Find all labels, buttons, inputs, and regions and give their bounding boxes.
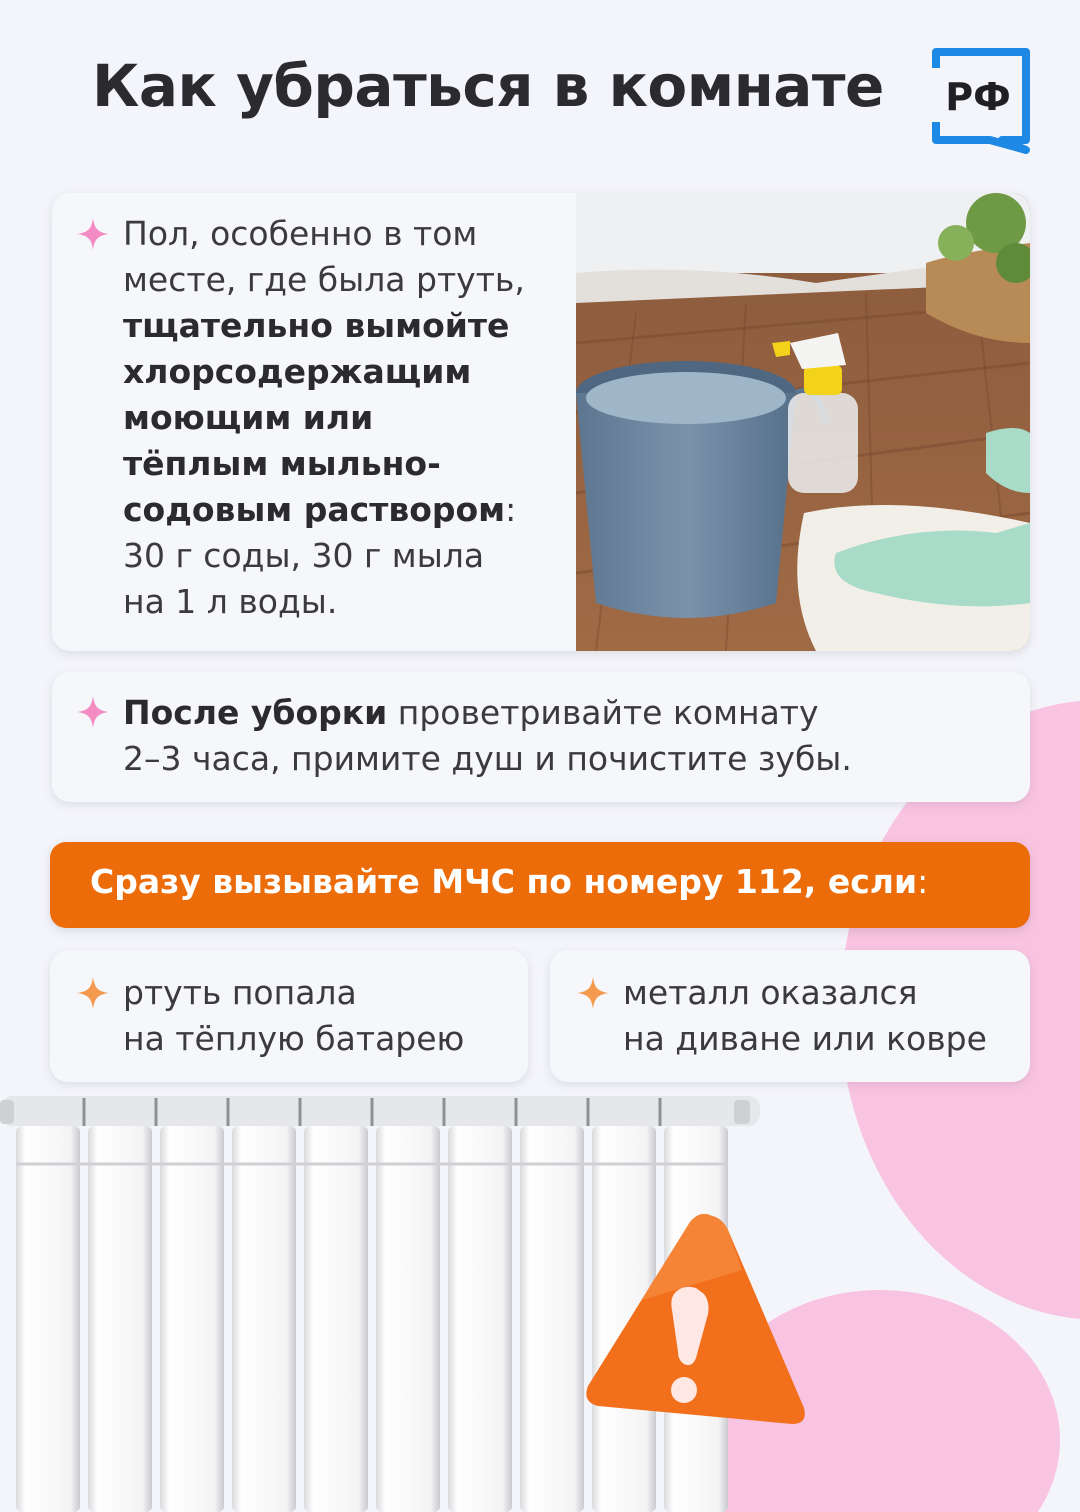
text-line: месте, где была ртуть, [123, 260, 525, 299]
sparkle-icon [76, 976, 110, 1010]
after-cleaning-text [123, 690, 1013, 782]
after-cleaning-card [52, 672, 1030, 802]
text-punct: : [505, 490, 517, 529]
floor-cleaning-text [123, 211, 573, 625]
text-line: 2–3 часа, примите душ и почистите зубы. [123, 739, 852, 778]
sparkle-icon [576, 976, 610, 1010]
text-line: проветривайте комнату [387, 693, 819, 732]
warning-icon [582, 1210, 810, 1432]
emergency-banner [50, 842, 1030, 928]
bold-phrase: После уборки [123, 693, 388, 732]
condition-card [550, 950, 1030, 1082]
logo-text: РФ [945, 75, 1011, 119]
bold-line: тщательно вымойте [123, 306, 510, 345]
text-line: на диване или ковре [623, 1019, 987, 1058]
text-line: 30 г соды, 30 г мыла [123, 536, 485, 575]
text-line: Пол, особенно в том [123, 214, 478, 253]
text-line: ртуть попала [123, 973, 357, 1012]
text-line: на тёплую батарею [123, 1019, 465, 1058]
condition-text [623, 970, 1023, 1062]
bold-line: тёплым мыльно- [123, 444, 441, 483]
text-line: металл оказался [623, 973, 918, 1012]
sparkle-icon [76, 217, 110, 251]
bold-line: содовым раствором [123, 490, 506, 529]
sparkle-icon [76, 695, 110, 729]
floor-cleaning-card [52, 193, 1030, 651]
rf-logo [930, 46, 1034, 154]
page-title: Как убраться в комнате [92, 52, 884, 120]
banner-text: Сразу вызывайте МЧС по номеру 112, если: [90, 862, 929, 901]
cleaning-photo [576, 193, 1030, 651]
bold-line: моющим или [123, 398, 374, 437]
text-line: на 1 л воды. [123, 582, 338, 621]
condition-text [123, 970, 523, 1062]
condition-card [50, 950, 528, 1082]
bold-line: хлорсодержащим [123, 352, 472, 391]
